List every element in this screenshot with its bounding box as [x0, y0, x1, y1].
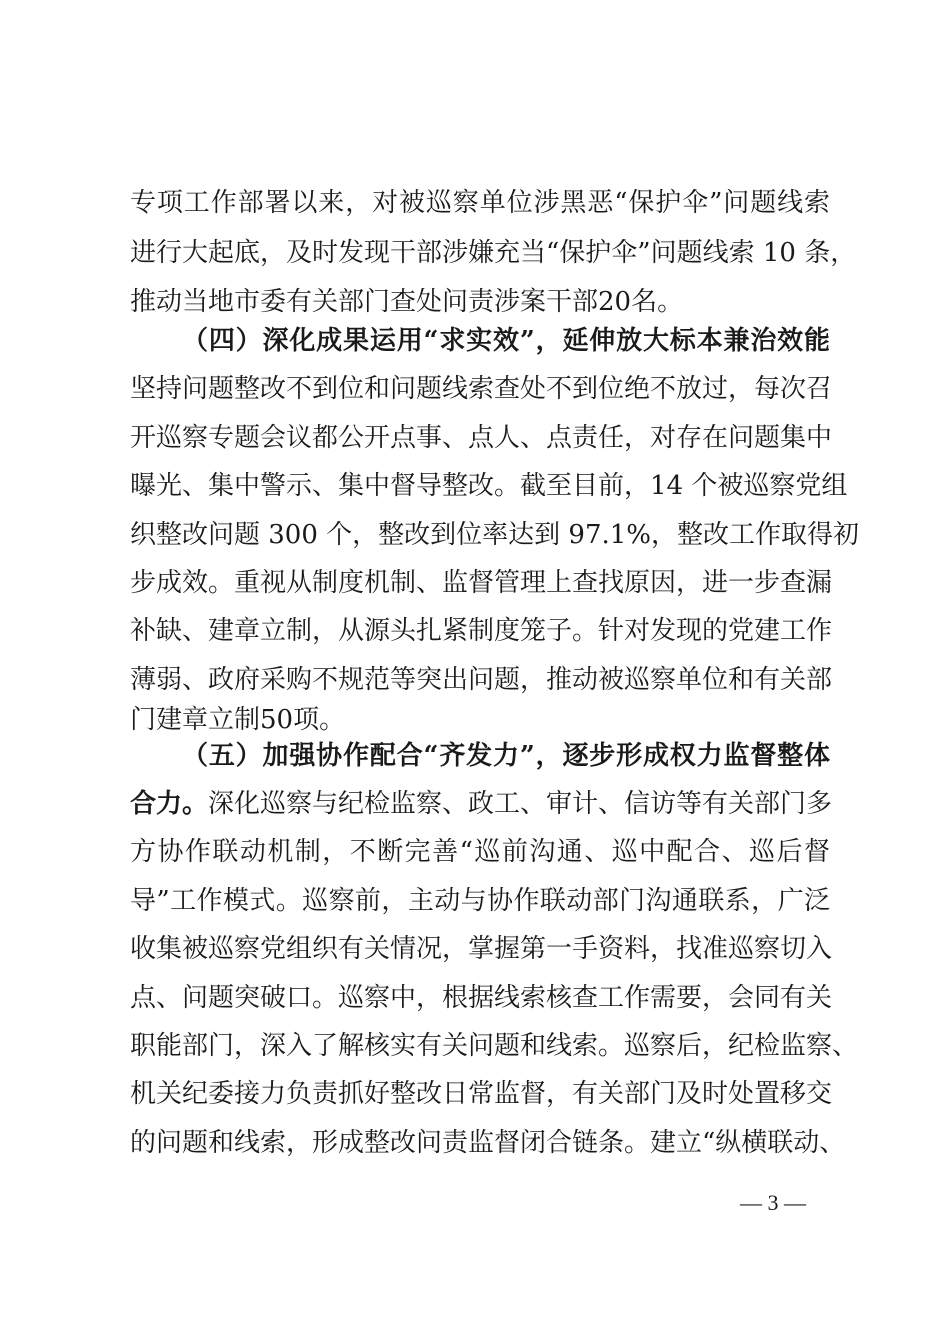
- section-heading-tail: 合力。: [130, 789, 209, 819]
- text-line: 点、问题突破口。巡察中，根据线索核查工作需要，会同有关: [130, 983, 833, 1013]
- text-line: 导”工作模式。巡察前，主动与协作联动部门沟通联系，广泛: [130, 886, 830, 916]
- text-line: 坚持问题整改不到位和问题线索查处不到位绝不放过，每次召: [130, 374, 833, 404]
- text-line: 的问题和线索，形成整改问责监督闭合链条。建立“纵横联动、: [130, 1128, 846, 1158]
- text-line: 门建章立制50项。: [130, 705, 346, 735]
- text-line: 曝光、集中警示、集中督导整改。截至目前，14 个被巡察党组: [130, 471, 848, 501]
- text-line: 进行大起底，及时发现干部涉嫌充当“保护伞”问题线索 10 条，: [130, 238, 857, 268]
- text-line: 机关纪委接力负责抓好整改日常监督，有关部门及时处置移交: [130, 1079, 833, 1109]
- page-number: — 3 —: [740, 1190, 806, 1215]
- text-line: 推动当地市委有关部门查处问责涉案干部20名。: [130, 287, 684, 317]
- section-heading: （五）加强协作配合“齐发力”，逐步形成权力监督整体: [182, 741, 830, 771]
- text-line: 专项工作部署以来，对被巡察单位涉黑恶“保护伞”问题线索: [130, 188, 830, 218]
- text-run: 深化巡察与纪检监察、政工、审计、信访等有关部门多: [208, 789, 833, 819]
- text-line: 职能部门，深入了解核实有关问题和线索。巡察后，纪检监察、: [130, 1031, 859, 1061]
- text-line: 织整改问题 300 个，整改到位率达到 97.1%，整改工作取得初: [130, 520, 860, 550]
- text-line: 步成效。重视从制度机制、监督管理上查找原因，进一步查漏: [130, 568, 833, 598]
- text-line: 方协作联动机制，不断完善“巡前沟通、巡中配合、巡后督: [130, 837, 830, 867]
- text-line: 补缺、建章立制，从源头扎紧制度笼子。针对发现的党建工作: [130, 616, 833, 646]
- text-line: 薄弱、政府采购不规范等突出问题，推动被巡察单位和有关部: [130, 665, 833, 695]
- text-line: 开巡察专题会议都公开点事、点人、点责任，对存在问题集中: [130, 423, 833, 453]
- text-line-mixed: [130, 786, 833, 822]
- text-line: 收集被巡察党组织有关情况，掌握第一手资料，找准巡察切入: [130, 934, 833, 964]
- section-heading: （四）深化成果运用“求实效”，延伸放大标本兼治效能: [182, 326, 830, 356]
